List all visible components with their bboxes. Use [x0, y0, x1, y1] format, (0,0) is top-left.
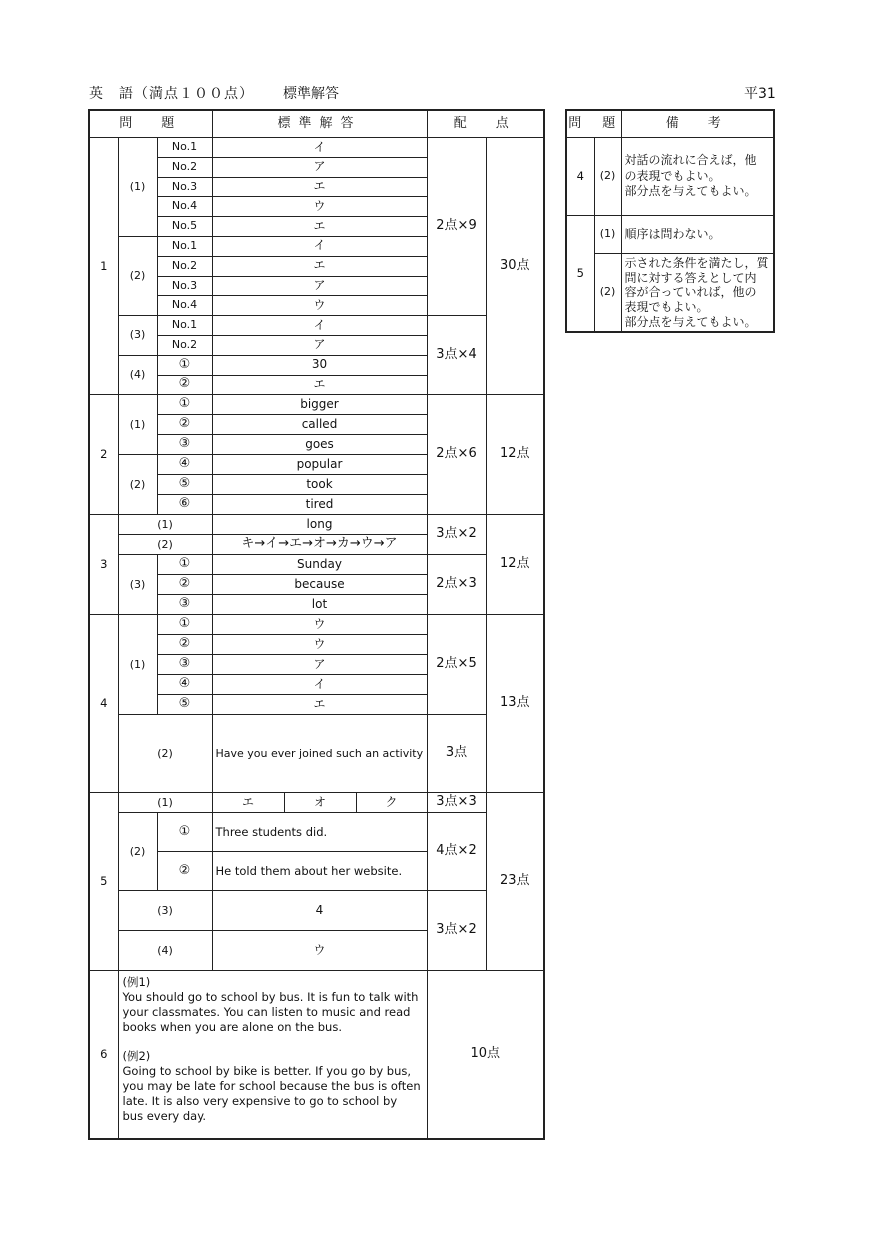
q6-number: 6 [89, 971, 118, 1139]
q2-no2: ② [157, 415, 212, 435]
q6-examples [118, 971, 427, 1139]
q6-total: 10点 [427, 971, 544, 1139]
q5-p3-ans: 4 [212, 891, 427, 931]
q5-p1-ans2: オ [284, 793, 356, 813]
side-r1-line1: 対話の流れに合えば，他 [624, 153, 757, 168]
q5-total: 23点 [486, 793, 544, 971]
document-subtitle: 標準解答 [283, 86, 339, 102]
q6-ex2-line4: bus every day. [122, 1108, 207, 1123]
q4-no2: ② [157, 635, 212, 655]
document-title: 英 語（満点１００点） [89, 86, 254, 102]
header-row [89, 110, 544, 138]
q1-p1-ans5: エ [212, 217, 427, 237]
q2-ans5: took [212, 475, 427, 495]
q1-p1-no3: No.3 [157, 177, 212, 197]
q5-p2-score: 4点×2 [427, 813, 486, 891]
q6-ex1-line3: books when you are alone on the bus. [122, 1020, 342, 1035]
q5-p1-ans3: ク [356, 793, 427, 813]
q5-score-b: 3点×2 [427, 891, 486, 971]
q2-p1-label: (1) [118, 395, 157, 455]
q1-number: 1 [89, 138, 118, 395]
q2-ans3: goes [212, 435, 427, 455]
q1-p1-no5: No.5 [157, 217, 212, 237]
header-question: 問 題 [89, 110, 212, 138]
side-r2-line4: 表現でもよい。 [624, 299, 709, 314]
q1-p2-no3: No.3 [157, 276, 212, 296]
side-r2-line3: 容が合っていれば，他の [624, 285, 757, 300]
q1-score-b: 3点×4 [427, 316, 486, 395]
header-points: 配 点 [427, 110, 544, 138]
side-header-question: 問 題 [566, 110, 621, 138]
q1-p4-ans1: 30 [212, 355, 427, 375]
q2-ans2: called [212, 415, 427, 435]
q3-p3-label: (3) [118, 555, 157, 615]
q1-p2-ans4: ウ [212, 296, 427, 316]
q5-p4-label: (4) [118, 931, 212, 971]
q1-p3-no2: No.2 [157, 335, 212, 355]
side-r1-line3: 部分点を与えてもよい。 [624, 184, 757, 199]
q1-p2-label: (2) [118, 236, 157, 315]
q1-p1-no1: No.1 [157, 138, 212, 158]
side-r2-note2 [621, 254, 774, 333]
q2-no4: ④ [157, 455, 212, 475]
q1-p1-ans1: イ [212, 138, 427, 158]
q3-p2-ans: キ→イ→エ→オ→カ→ウ→ア [212, 535, 427, 555]
side-r1-part: (2) [594, 138, 621, 216]
q4-score-b: 3点 [427, 715, 486, 793]
q4-ans1: ウ [212, 615, 427, 635]
q3-p3-ans1: Sunday [212, 555, 427, 575]
q1-p1-ans3: エ [212, 177, 427, 197]
side-r1-note [621, 138, 774, 216]
q5-p2-label: (2) [118, 813, 157, 891]
q3-total: 12点 [486, 515, 544, 615]
q1-p4-label: (4) [118, 355, 157, 395]
side-r1-q: 4 [566, 138, 594, 216]
answer-table [88, 109, 545, 1140]
q1-score-a: 2点×9 [427, 138, 486, 316]
q2-ans6: tired [212, 495, 427, 515]
q1-p3-no1: No.1 [157, 316, 212, 336]
q4-number: 4 [89, 615, 118, 793]
q3-p3-no2: ② [157, 575, 212, 595]
q5-p2-no1: ① [157, 813, 212, 852]
side-header-notes: 備 考 [621, 110, 774, 138]
q1-p3-ans1: イ [212, 316, 427, 336]
q4-no5: ⑤ [157, 695, 212, 715]
q5-p2-ans1: Three students did. [212, 813, 427, 852]
q1-total: 30点 [486, 138, 544, 395]
q3-number: 3 [89, 515, 118, 615]
q4-total: 13点 [486, 615, 544, 793]
q5-p3-label: (3) [118, 891, 212, 931]
q2-no5: ⑤ [157, 475, 212, 495]
q3-p3-no3: ③ [157, 595, 212, 615]
q3-p3-ans2: because [212, 575, 427, 595]
q4-ans3: ア [212, 655, 427, 675]
side-r2-part2: (2) [594, 254, 621, 333]
header-answer: 標準解答 [212, 110, 427, 138]
q1-p2-no2: No.2 [157, 256, 212, 276]
q1-p2-ans2: エ [212, 256, 427, 276]
q5-p1-ans1: エ [212, 793, 284, 813]
q3-p2-label: (2) [118, 535, 212, 555]
q6-ex1-label: (例1) [122, 975, 151, 990]
q5-p1-label: (1) [118, 793, 212, 813]
q1-p2-no4: No.4 [157, 296, 212, 316]
q4-ans5: エ [212, 695, 427, 715]
q1-p4-no2: ② [157, 375, 212, 395]
q1-p4-ans2: エ [212, 375, 427, 395]
q5-p2-ans2: He told them about her website. [212, 852, 427, 891]
side-r2-part1: (1) [594, 216, 621, 254]
q1-p1-no2: No.2 [157, 157, 212, 177]
q6-ex2-label: (例2) [122, 1049, 151, 1064]
q2-no3: ③ [157, 435, 212, 455]
q2-ans4: popular [212, 455, 427, 475]
q2-score: 2点×6 [427, 395, 486, 515]
q2-p2-label: (2) [118, 455, 157, 515]
q5-number: 5 [89, 793, 118, 971]
q1-p2-no1: No.1 [157, 236, 212, 256]
q6-ex2-line2: you may be late for school because the bus is often [122, 1078, 421, 1093]
q6-ex1-line2: your classmates. You can listen to music and read [122, 1005, 411, 1020]
q4-no1: ① [157, 615, 212, 635]
q4-ans2: ウ [212, 635, 427, 655]
side-r2-line1: 示された条件を満たし，質 [624, 256, 769, 270]
q2-no1: ① [157, 395, 212, 415]
q4-no3: ③ [157, 655, 212, 675]
q4-p1-label: (1) [118, 615, 157, 715]
q3-score-a: 3点×2 [427, 515, 486, 555]
q4-no4: ④ [157, 675, 212, 695]
q3-p3-no1: ① [157, 555, 212, 575]
q3-p3-ans3: lot [212, 595, 427, 615]
q4-score-a: 2点×5 [427, 615, 486, 715]
q5-p1-score: 3点×3 [427, 793, 486, 813]
notes-table [565, 109, 775, 333]
q1-p3-ans2: ア [212, 335, 427, 355]
q3-p1-ans: long [212, 515, 427, 535]
q1-p2-ans1: イ [212, 236, 427, 256]
q6-ex1-line1: You should go to school by bus. It is fun to talk with [122, 990, 419, 1005]
q1-p1-no4: No.4 [157, 197, 212, 217]
q4-p2-ans: Have you ever joined such an activity [212, 715, 427, 793]
q6-ex2-line3: late. It is also very expensive to go to school by [122, 1093, 398, 1108]
q4-p2-label: (2) [118, 715, 212, 793]
q1-p4-no1: ① [157, 355, 212, 375]
q3-score-b: 2点×3 [427, 555, 486, 615]
q1-p1-label: (1) [118, 138, 157, 237]
q5-p2-no2: ② [157, 852, 212, 891]
q4-ans4: イ [212, 675, 427, 695]
side-r2-line2: 問に対する答えとして内 [624, 270, 757, 285]
q3-p1-label: (1) [118, 515, 212, 535]
side-r1-line2: の表現でもよい。 [624, 168, 721, 183]
q1-p2-ans3: ア [212, 276, 427, 296]
q1-p3-label: (3) [118, 316, 157, 356]
side-r2-note1: 順序は問わない。 [621, 216, 774, 254]
side-r2-q: 5 [566, 216, 594, 333]
q2-no6: ⑥ [157, 495, 212, 515]
q1-p1-ans4: ウ [212, 197, 427, 217]
q2-ans1: bigger [212, 395, 427, 415]
q6-ex2-line1: Going to school by bike is better. If you go by bus, [122, 1064, 412, 1079]
q2-total: 12点 [486, 395, 544, 515]
page-number: 平31 [744, 86, 776, 102]
q1-p1-ans2: ア [212, 157, 427, 177]
q5-p4-ans: ウ [212, 931, 427, 971]
q2-number: 2 [89, 395, 118, 515]
side-r2-line5: 部分点を与えてもよい。 [624, 314, 757, 329]
